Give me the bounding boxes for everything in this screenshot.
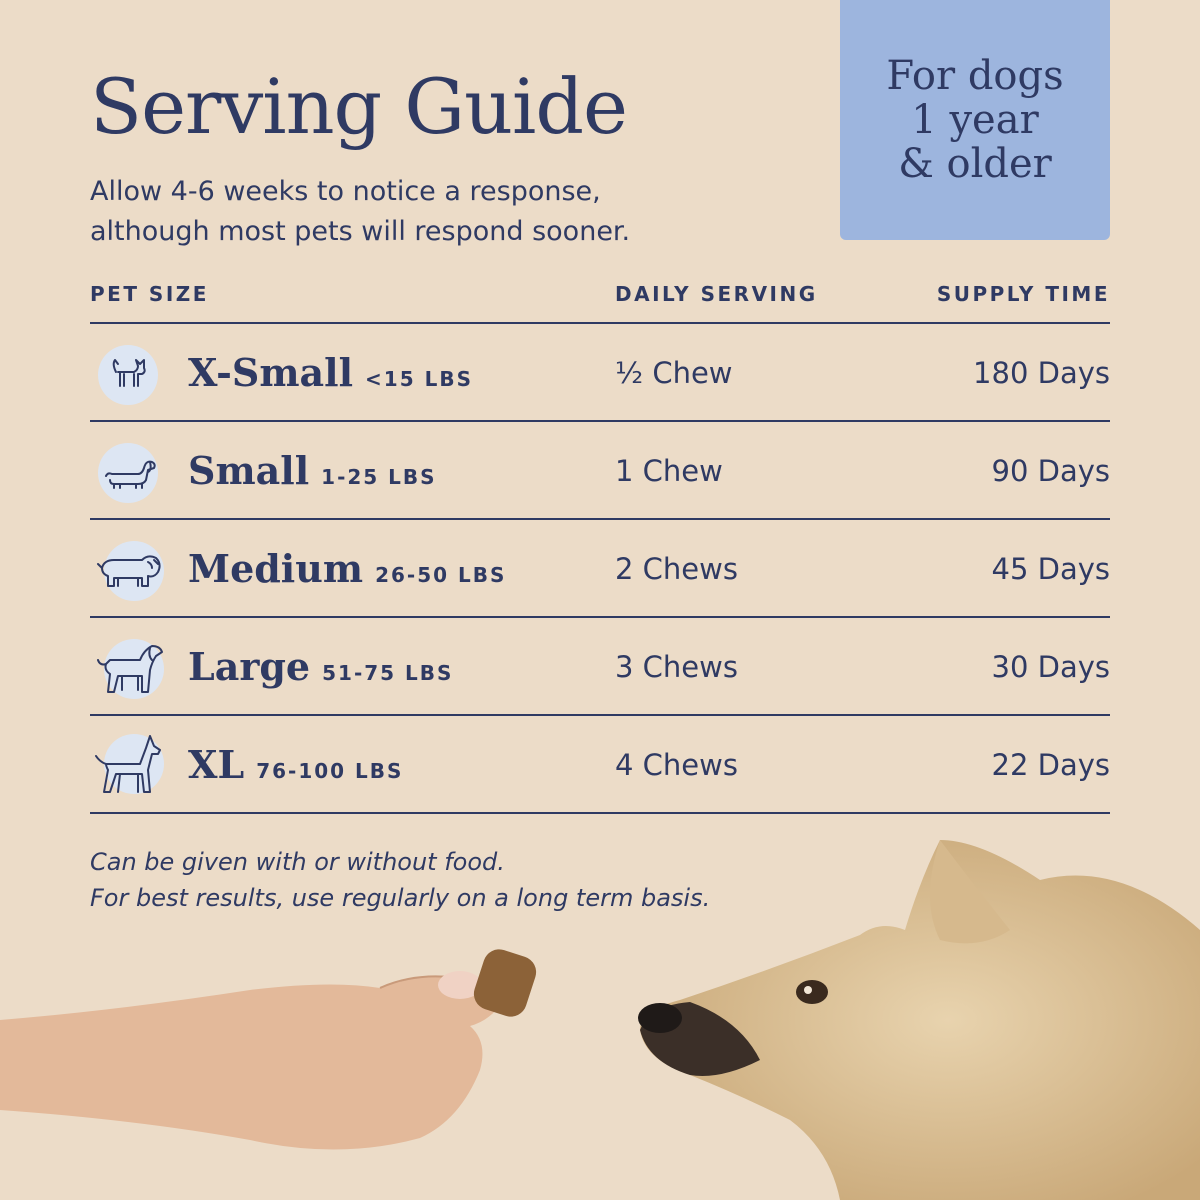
supply-time-value: 180 Days [973,356,1110,390]
size-weight: <15 LBS [365,367,473,391]
age-badge-line-2: 1 year [911,97,1039,143]
bulldog-icon [94,538,164,604]
size-name: Medium [188,546,364,591]
doberman-icon [94,734,164,800]
supply-time-value: 90 Days [991,454,1110,488]
daily-serving-value: 1 Chew [615,454,723,488]
page-title: Serving Guide [90,62,627,151]
serving-table [90,280,1110,814]
size-name: X-Small [188,350,354,395]
table-header [90,280,1110,324]
size-weight: 26-50 LBS [375,563,507,587]
chihuahua-icon [94,342,164,408]
hand-feeding-dog-photo [0,820,1200,1200]
size-name: XL [188,742,245,787]
table-row [90,618,1110,716]
size-name: Small [188,448,310,493]
usage-note-line-1: Can be given with or without food. [90,848,505,876]
size-weight: 76-100 LBS [256,759,404,783]
dog-shape [638,840,1200,1200]
size-label [188,448,437,493]
usage-note-line-2: For best results, use regularly on a long term basis. [90,884,711,912]
size-label [188,546,506,591]
subtitle-line-1: Allow 4-6 weeks to notice a response, [90,176,601,207]
table-row [90,422,1110,520]
daily-serving-value: ½ Chew [615,356,733,390]
size-label [188,644,453,689]
daily-serving-value: 2 Chews [615,552,738,586]
hand-shape [0,971,505,1150]
column-header-daily-serving: DAILY SERVING [615,282,818,306]
retriever-icon [94,636,164,702]
supply-time-value: 30 Days [991,650,1110,684]
size-label [188,350,473,395]
dachshund-icon [94,440,164,506]
table-row [90,716,1110,814]
size-weight: 51-75 LBS [322,661,454,685]
subtitle-line-2: although most pets will respond sooner. [90,216,631,247]
age-badge [840,0,1110,240]
supply-time-value: 22 Days [991,748,1110,782]
subtitle [90,172,730,252]
size-weight: 1-25 LBS [321,465,437,489]
age-badge-line-1: For dogs [886,53,1064,99]
column-header-supply-time: SUPPLY TIME [936,282,1110,306]
size-label [188,742,403,787]
age-badge-line-3: & older [898,141,1052,187]
table-row [90,520,1110,618]
daily-serving-value: 3 Chews [615,650,738,684]
size-name: Large [188,644,311,689]
supply-time-value: 45 Days [991,552,1110,586]
table-row [90,324,1110,422]
column-header-pet-size: PET SIZE [90,282,209,306]
daily-serving-value: 4 Chews [615,748,738,782]
